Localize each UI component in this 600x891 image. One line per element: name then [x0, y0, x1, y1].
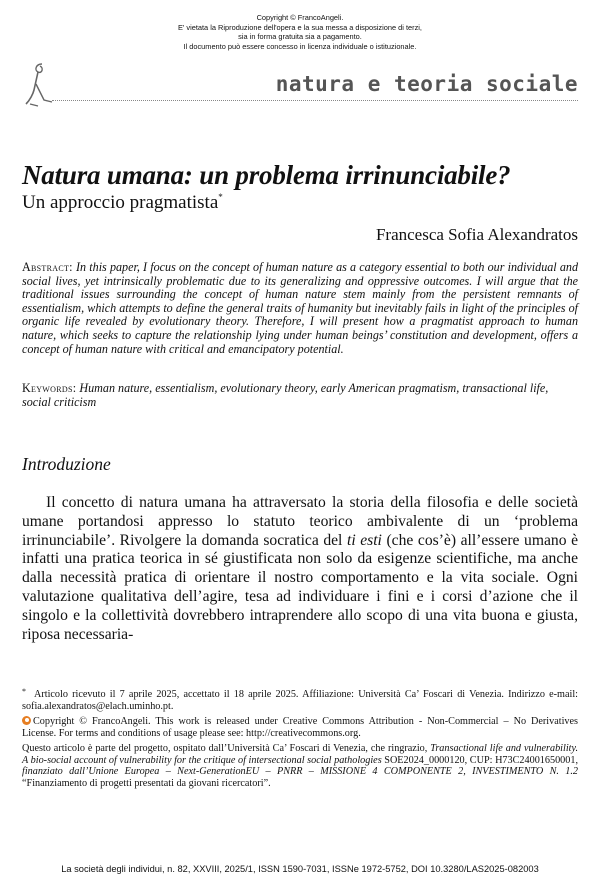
project-part-3: “Finanziamento di progetti presentati da giovani ricercatori”. [22, 778, 271, 790]
article-title: Natura umana: un problema irrinunciabile? [22, 160, 511, 190]
project-title: Transactional life and vulnerability. A bio-social account of vulnerability for the critique of intersectional social pathologies [22, 742, 578, 766]
keywords-text: Human nature, essentialism, evolutionary theory, early American pragmatism, transactional life, social criticism [22, 381, 549, 409]
copyright-line-3: sia in forma gratuita sia a pagamento. [238, 32, 362, 42]
license-note [22, 716, 578, 740]
article-author: Francesca Sofia Alexandratos [375, 225, 578, 244]
copyright-line-4: Il documento può essere concesso in licenza individuale o istituzionale. [183, 41, 417, 51]
footnotes [22, 686, 578, 793]
subtitle-footnote-mark[interactable]: * [218, 192, 223, 202]
paragraph-part-1: Il concetto di natura umana ha attraversato la storia della filosofia e delle società umane portandosi appresso lo statuto teorico ambivalente di un ‘problema irrinunciabile’. Rivolgere la domanda socratica del [22, 494, 578, 549]
journal-name: natura e teoria sociale [275, 72, 578, 96]
abstract-text: In this paper, I focus on the concept of human nature as a category essential to both our individual and social lives, yet intrinsically problematic due to its generalizing and oppressive outcomes. I will argue that the traditional issues surrounding the concept of human nature stem mainly from the persistent remnants of essentialism, which attempts to define the general traits of humanity but inevitably fails in light of the principles of organic life revealed by evolutionary theory. Therefore, I will present how a pragmatist approach to human nature, which seeks to capture the relationship lying under human beings’ constitution and development, offers a concept of human nature with critical and emancipatory potential. [22, 260, 578, 356]
keywords [22, 382, 578, 409]
keywords-label: Keywords: [22, 381, 77, 395]
footnote-1 [22, 686, 578, 713]
abstract-label: Abstract: [22, 260, 73, 274]
paragraph-italic-term: ti esti [346, 531, 382, 549]
journal-header [22, 60, 578, 108]
footnote-1-text: Articolo ricevuto il 7 aprile 2025, accettato il 18 aprile 2025. Affiliazione: Università Ca’ Foscari di Venezia. Indirizzo e-mail: sofia.alexandratos@elach.uminho.pt. [22, 689, 578, 712]
subtitle-text: Un approccio pragmatista [22, 192, 219, 213]
footnote-1-mark: * [22, 687, 26, 696]
abstract [22, 261, 578, 356]
copyright-line-2: E' vietata la Riproduzione dell'opera e la sua messa a disposizione di terzi, [178, 22, 422, 32]
project-part-1: Questo articolo è parte del progetto, ospitato dall’Università Ca’ Foscari di Venezia, che ringrazio, [22, 742, 431, 754]
copyright-notice [0, 13, 600, 51]
open-access-icon [22, 716, 31, 725]
body-paragraph [22, 494, 578, 644]
project-part-2: SOE2024_0000120, CUP: H73C24001650001, [381, 754, 578, 766]
paragraph-part-2: (che cos’è) all’essere umano è infatti una pratica teorica in sé giustificata non solo da esigenze scientifiche, ma anche dalla necessità pratica di orientare il nostro comportamento e la vita sociale. Ogni valutazione qualitativa dell’agire, tesa ad individuare i fini e i corsi d’azione che il singolo e la collettività dovrebbero intraprendere allo scopo di una vita buona e giusta, riposa necessaria- [22, 531, 579, 643]
project-funding: finanziato dall’Unione Europea – Next-GenerationEU – PNRR – MISSIONE 4 COMPONENTE 2, INVESTIMENTO N. 1.2 [22, 766, 578, 778]
article-subtitle [22, 186, 223, 214]
journal-citation-footer: La società degli individui, n. 82, XXVIII, 2025/1, ISSN 1590-7031, ISSNe 1972-5752, DOI 10.3280/LAS2025-082003 [61, 864, 539, 874]
copyright-line-1: Copyright © FrancoAngeli. [256, 13, 344, 22]
header-dotted-rule [52, 100, 578, 101]
section-heading: Introduzione [22, 454, 111, 474]
project-note [22, 743, 578, 791]
license-text: Copyright © FrancoAngeli. This work is released under Creative Commons Attribution - Non-Commercial – No Derivatives License. For terms and conditions of usage please see: http://creativecommons.org. [22, 715, 578, 739]
